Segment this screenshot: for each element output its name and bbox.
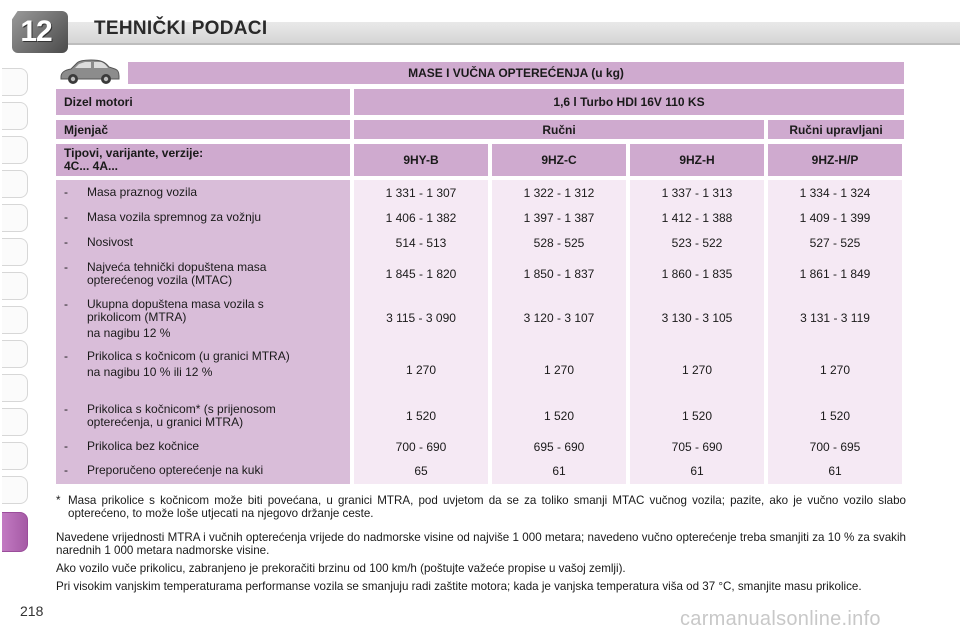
chapter-tab[interactable] <box>2 272 28 300</box>
engine-label: Dizel motori <box>56 89 350 115</box>
table-title: MASE I VUČNA OPTEREĆENJA (u kg) <box>128 62 904 84</box>
notes-section <box>56 494 906 598</box>
values-9hy-b <box>354 180 488 484</box>
types-label-line2: 4C... 4A... <box>64 159 119 173</box>
cell-value: 61 <box>828 464 842 478</box>
cell-value: 1 520 <box>681 409 713 423</box>
page-title: TEHNIČKI PODACI <box>94 18 268 39</box>
cell-value: 1 520 <box>819 409 851 423</box>
types-label <box>56 144 350 176</box>
row-label: - Nosivost <box>64 235 134 249</box>
chapter-tab[interactable] <box>2 306 28 334</box>
row-label: - Masa praznog vozila <box>64 185 198 199</box>
cell-value: 514 - 513 <box>395 236 447 250</box>
column-header: 9HY-B <box>354 144 488 176</box>
footnote <box>56 494 906 520</box>
cell-value: 1 860 - 1 835 <box>661 267 733 281</box>
cell-value: 705 - 690 <box>671 440 723 454</box>
values-9hz-h-p <box>768 180 902 484</box>
column-header: 9HZ-H <box>630 144 764 176</box>
footnote-marker: * <box>56 494 61 507</box>
cell-value: 1 270 <box>681 363 713 377</box>
column-header: 9HZ-C <box>492 144 626 176</box>
types-row <box>56 144 904 176</box>
row-label: - Prikolica s kočnicom* (s prijenosom opterećenja, u granici MTRA) <box>64 402 276 429</box>
cell-value: 1 270 <box>405 363 437 377</box>
cell-value: 1 337 - 1 313 <box>661 186 733 200</box>
page-header <box>0 0 960 62</box>
cell-value: 1 861 - 1 849 <box>799 267 871 281</box>
note-paragraph: Navedene vrijednosti MTRA i vučnih opterećenja vrijede do nadmorske visine od najviše 1 000 metara; navedeno vučno opterećenje treba smanjiti za 10 % za svakih narednih 1 000 metara nadmorske visine. <box>56 531 906 557</box>
cell-value: 1 322 - 1 312 <box>523 186 595 200</box>
table-body <box>56 180 904 484</box>
cell-value: 700 - 695 <box>809 440 861 454</box>
cell-value: 1 520 <box>405 409 437 423</box>
row-label: - Masa vozila spremnog za vožnju <box>64 210 262 224</box>
chapter-tab[interactable] <box>2 238 28 266</box>
cell-value: 528 - 525 <box>533 236 585 250</box>
chapter-tab[interactable] <box>2 170 28 198</box>
cell-value: 523 - 522 <box>671 236 723 250</box>
note-paragraph: Ako vozilo vuče prikolicu, zabranjeno je prekoračiti brzinu od 100 km/h (poštujte važeće propise u vašoj zemlji). <box>56 562 626 575</box>
row-label: - Ukupna dopuštena masa vozila s prikolicom (MTRA) na nagibu 12 % <box>64 297 264 340</box>
cell-value: 1 334 - 1 324 <box>799 186 871 200</box>
gearbox-label: Mjenjač <box>56 120 350 139</box>
chapter-tabs <box>0 64 32 534</box>
note-paragraph: Pri visokim vanjskim temperaturama performanse vozila se smanjuju radi zaštite motora; kada je vanjska temperatura viša od 37 °C, smanjite masu prikolice. <box>56 580 862 593</box>
column-header: 9HZ-H/P <box>768 144 902 176</box>
cell-value: 3 130 - 3 105 <box>661 311 733 325</box>
cell-value: 3 120 - 3 107 <box>523 311 595 325</box>
page-number: 218 <box>20 603 44 619</box>
cell-value: 1 270 <box>543 363 575 377</box>
cell-value: 700 - 690 <box>395 440 447 454</box>
header-divider <box>40 43 960 45</box>
row-labels <box>56 180 350 484</box>
cell-value: 3 115 - 3 090 <box>386 311 456 325</box>
cell-value: 1 270 <box>819 363 851 377</box>
row-label: - Prikolica bez kočnice <box>64 439 200 453</box>
cell-value: 65 <box>414 464 428 478</box>
values-9hz-h <box>630 180 764 484</box>
chapter-tab-active[interactable] <box>2 512 28 552</box>
chapter-tab[interactable] <box>2 204 28 232</box>
chapter-tab[interactable] <box>2 136 28 164</box>
cell-value: 1 850 - 1 837 <box>523 267 595 281</box>
gearbox-row <box>56 120 904 139</box>
cell-value: 1 331 - 1 307 <box>385 186 457 200</box>
cell-value: 1 520 <box>543 409 575 423</box>
car-icon <box>57 59 121 85</box>
chapter-tab[interactable] <box>2 68 28 96</box>
cell-value: 1 412 - 1 388 <box>661 211 733 225</box>
cell-value: 1 409 - 1 399 <box>799 211 871 225</box>
chapter-tab[interactable] <box>2 374 28 402</box>
chapter-tab[interactable] <box>2 340 28 368</box>
cell-value: 61 <box>552 464 566 478</box>
watermark: carmanualsonline.info <box>680 608 881 630</box>
footnote-text: Masa prikolice s kočnicom može biti povećana, u granici MTRA, pod uvjetom da se za toliko smanji MTAC vučnog vozila; pazite, ako je vučno vozilo slabo opterećeno, to može loše utjecati na njegovo držanje ceste. <box>68 494 906 520</box>
chapter-tab[interactable] <box>2 476 28 504</box>
values-9hz-c <box>492 180 626 484</box>
cell-value: 695 - 690 <box>533 440 585 454</box>
row-label: - Preporučeno opterećenje na kuki <box>64 463 264 477</box>
chapter-badge <box>12 11 68 53</box>
chapter-number: 12 <box>20 15 52 48</box>
cell-value: 527 - 525 <box>809 236 861 250</box>
chapter-tab[interactable] <box>2 442 28 470</box>
row-label: - Prikolica s kočnicom (u granici MTRA) na nagibu 10 % ili 12 % <box>64 349 290 379</box>
chapter-tab[interactable] <box>2 408 28 436</box>
types-label-line1: Tipovi, varijante, verzije: <box>64 146 204 160</box>
gearbox-manual: Ručni <box>354 120 764 139</box>
cell-value: 1 406 - 1 382 <box>385 211 457 225</box>
cell-value: 61 <box>690 464 704 478</box>
cell-value: 1 397 - 1 387 <box>523 211 595 225</box>
chapter-tab[interactable] <box>2 102 28 130</box>
gearbox-manual-controlled: Ručni upravljani <box>768 120 904 139</box>
cell-value: 1 845 - 1 820 <box>385 267 457 281</box>
cell-value: 3 131 - 3 119 <box>800 311 870 325</box>
row-label: - Najveća tehnički dopuštena masa opterećenog vozila (MTAC) <box>64 260 267 287</box>
engine-value: 1,6 l Turbo HDI 16V 110 KS <box>354 89 904 115</box>
engine-row <box>56 89 904 115</box>
